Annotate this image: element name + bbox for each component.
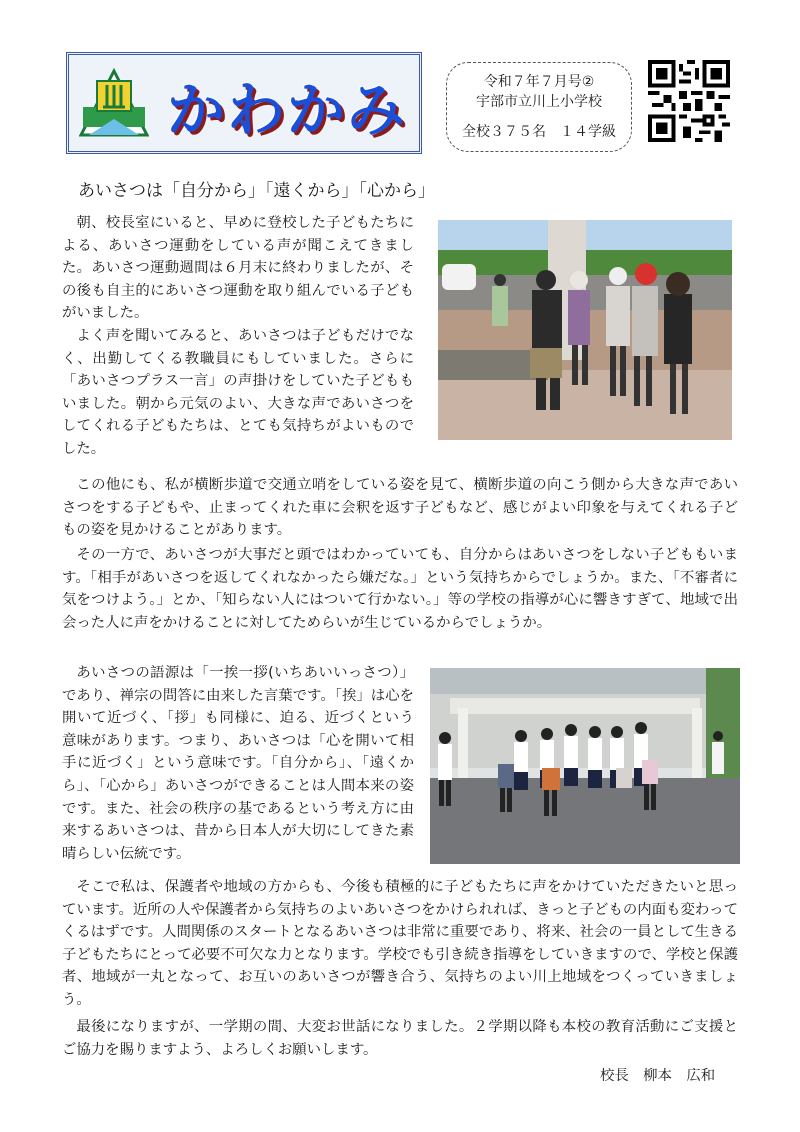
paragraph-6: そこで私は、保護者や地域の方からも、今後も積極的に子どもたちに声をかけていただきたいと思っています。近所の人や保護者から気持ちのよいあいさつをかけられれば、きっと子どもの内面も変わってくるはずです。人間関係のスタートとなるあいさつは非常に重要であり、将来、社会の一員として生きる子どもたちにとって必要不可欠な力となります。学校でも引き続き指導をしていきますので、学校と保護者、地域が一丸となって、お互いのあいさつが響き合う、気持ちのよい川上地域をつくっていきましょう。 [62, 879, 738, 1008]
paragraph-7: 最後になりますが、一学期の間、大変お世話になりました。２学期以降も本校の教育活動にご支援とご協力を賜りますよう、よろしくお願いします。 [62, 1019, 738, 1058]
paragraph-5: あいさつの語源は「一挨一拶(いちあいいっさつ）」であり、禅宗の問答に由来した言葉です。「挨」は心を開いて近づく、「拶」も同様に、迫る、近づくという意味があります。つまり、あいさつは「心を開いて相手に近づく」という意味です。「自分から」、「遠くから」、「心から」あいさつができることは人間本来の姿です。また、社会の秩序の基であるという考え方に由来するあいさつは、昔から日本人が大切にしてきた素晴らしい伝統です。 [62, 665, 414, 862]
school-stats: 全校３７５名 １４学級 [462, 124, 616, 140]
qr-code-icon [648, 60, 730, 142]
photo-greeting-students [438, 220, 732, 440]
masthead [66, 52, 422, 154]
newsletter-title: かわかみ [167, 76, 408, 144]
article-headline: あいさつは「自分から」「遠くから」「心から」 [78, 181, 435, 201]
paragraph-1: 朝、校長室にいると、早めに登校した子どもたちによる、あいさつ運動をしている声が聞こえてきました。あいさつ運動週間は６月末に終わりましたが、その後も自主的にあいさつ運動を取り組んでいる子どもがいました。 [62, 215, 414, 322]
paragraph-3: この他にも、私が横断歩道で交通立哨をしている姿を見て、横断歩道の向こう側から大きな声であいさつをする子どもや、止まってくれた車に会釈を返す子どもなど、感じがよい印象を与えてくれる子どもの姿を見かけることがあります。 [62, 477, 738, 539]
paragraph-4: その一方で、あいさつが大事だと頭ではわかっていても、自分からはあいさつをしない子どももいます。「相手があいさつを返してくれなかったら嫌だな。」という気持ちからでしょうか。また、「不審者に気をつけよう。」とか、「知らない人にはついて行かない。」等の学校の指導が心に響きすぎて、地域で出会った人に声をかけることに対してためらいが生じているからでしょうか。 [62, 547, 738, 631]
principal-signature: 校長 柳本 広和 [600, 1068, 716, 1084]
school-emblem-icon [79, 67, 149, 139]
issue-info-box [446, 62, 632, 152]
paragraph-2: よく声を聞いてみると、あいさつは子どもだけでなく、出勤してくる教職員にもしていました。さらに「あいさつプラス一言」の声掛けをしていた子どももいました。朝から元気のよい、大きな声であいさつをしてくれる子どもたちは、とても気持ちがよいものでした。 [62, 328, 414, 457]
issue-number: 令和７年７月号② [483, 74, 595, 90]
photo-school-arrival [430, 668, 740, 864]
school-name: 宇部市立川上小学校 [476, 94, 602, 110]
